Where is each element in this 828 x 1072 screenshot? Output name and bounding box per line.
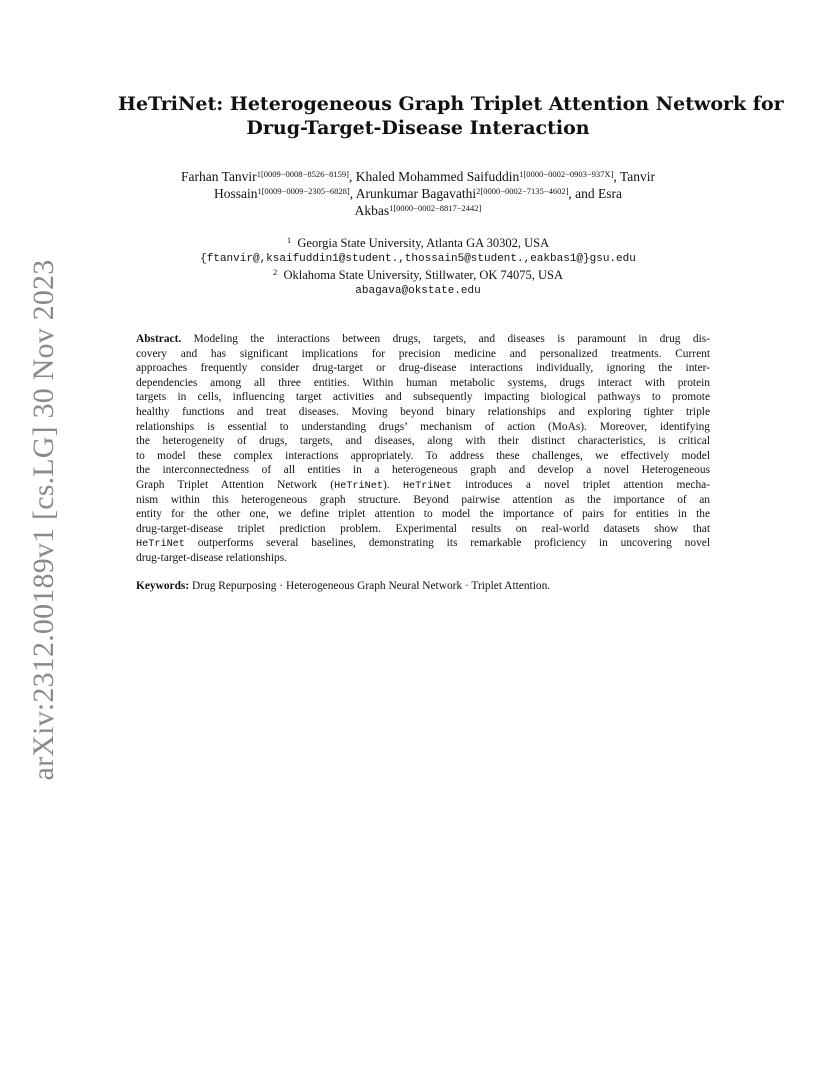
abstract-line: targets in cells, influencing target activities and subsequently impacting biological pathways to promote (136, 391, 710, 404)
abstract-line: the interconnectedness of all entities in a heterogeneous graph and develop a novel Heterogeneous (136, 464, 710, 477)
author-line-2 (118, 185, 718, 202)
author-line-1 (118, 168, 718, 185)
paper-first-page (118, 92, 784, 592)
affiliation-2 (118, 267, 718, 283)
abstract-line: covery and has significant implications for precision medicine and personalized treatments. Current (136, 347, 710, 360)
abstract-text: outperforms several baselines, demonstrating its remarkable proficiency in uncovering novel (184, 537, 710, 550)
affiliation-mark: 2 (272, 267, 278, 277)
affiliation-2-email: abagava@okstate.edu (355, 285, 481, 297)
author-name: Farhan Tanvir (181, 169, 257, 184)
author-name: Akbas (354, 203, 390, 218)
abstract-line: the heterogeneity of drugs, targets, and diseases, along with their distinct characteristics, is critical (136, 435, 710, 448)
arxiv-stamp: arXiv:2312.00189v1 [cs.LG] 30 Nov 2023 (27, 259, 60, 781)
abstract-line: drug-target-disease relationships. (136, 551, 287, 564)
title-line-1: HeTriNet: Heterogeneous Graph Triplet Attention Network for (118, 93, 784, 115)
abstract-line: approaches frequently consider drug-target or drug-disease interactions individually, ignoring the inter- (136, 362, 710, 375)
author-name: Hossain (213, 186, 258, 201)
author-name: , Khaled Mohammed Saifuddin (348, 169, 520, 184)
abstract-line (136, 536, 710, 551)
orcid-mark: 1[0000−0002−8817−2442] (389, 203, 482, 213)
affiliations (118, 235, 718, 299)
author-list (118, 168, 718, 219)
author-name: , and Esra (568, 186, 623, 201)
keywords (136, 580, 710, 592)
author-line-3 (118, 202, 718, 219)
author-name: , Tanvir (613, 169, 655, 184)
title-line-2: Drug-Target-Disease Interaction (246, 117, 590, 139)
abstract-line: relationships is essential to understanding drugs’ mechanism of action (MoAs). Moreover, identifying (136, 420, 710, 433)
orcid-mark: 1[0009−0009−2305−6828] (257, 186, 350, 196)
abstract-text: Modeling the interactions between drugs, targets, and diseases is paramount in drug dis- (181, 333, 710, 345)
affiliation-1-emails: {ftanvir@,ksaifuddin1@student.,thossain5@student.,eakbas1@}gsu.edu (200, 253, 636, 265)
model-name: HeTriNet (334, 480, 383, 492)
abstract-line: healthy functions and treat diseases. Moving beyond binary relationships and exploring tighter triple (136, 405, 710, 418)
abstract-text: ). (383, 478, 403, 491)
affiliation-text: Georgia State University, Atlanta GA 30302, USA (297, 236, 550, 250)
abstract-line: drug-target-disease triplet prediction problem. Experimental results on real-world datasets show that (136, 522, 710, 535)
affiliation-mark: 1 (286, 235, 292, 245)
abstract-line: nism within this heterogeneous graph structure. Beyond pairwise attention as the importance of an (136, 493, 710, 506)
abstract-line: entity for the other one, we define triplet attention to model the importance of pairs for entities in the (136, 508, 710, 521)
abstract (136, 332, 710, 566)
abstract-line (136, 478, 710, 493)
abstract-label: Abstract. (136, 333, 182, 345)
orcid-mark: 2[0000−0002−7135−4602] (476, 186, 569, 196)
orcid-mark: 1[0009−0008−8526−8159] (256, 169, 349, 179)
paper-title (118, 92, 784, 140)
abstract-line: to model these complex interactions appropriately. To address these challenges, we effectively model (136, 449, 710, 462)
abstract-text: introduces a novel triplet attention mecha- (451, 478, 710, 491)
affiliation-text: Oklahoma State University, Stillwater, OK 74075, USA (283, 268, 564, 282)
keywords-text: Drug Repurposing · Heterogeneous Graph Neural Network · Triplet Attention. (189, 579, 551, 592)
abstract-line: dependencies among all three entities. Within human metabolic systems, drugs interact with protein (136, 376, 710, 389)
keywords-label: Keywords: (136, 579, 190, 592)
arxiv-sidebar (0, 0, 90, 1072)
affiliation-1 (118, 235, 718, 251)
orcid-mark: 1[0000−0002−0903−937X] (519, 169, 614, 179)
abstract-text: Graph Triplet Attention Network ( (136, 478, 335, 491)
abstract-line (136, 332, 710, 347)
model-name: HeTriNet (136, 539, 185, 551)
model-name: HeTriNet (402, 480, 452, 492)
author-name: , Arunkumar Bagavathi (349, 186, 477, 201)
